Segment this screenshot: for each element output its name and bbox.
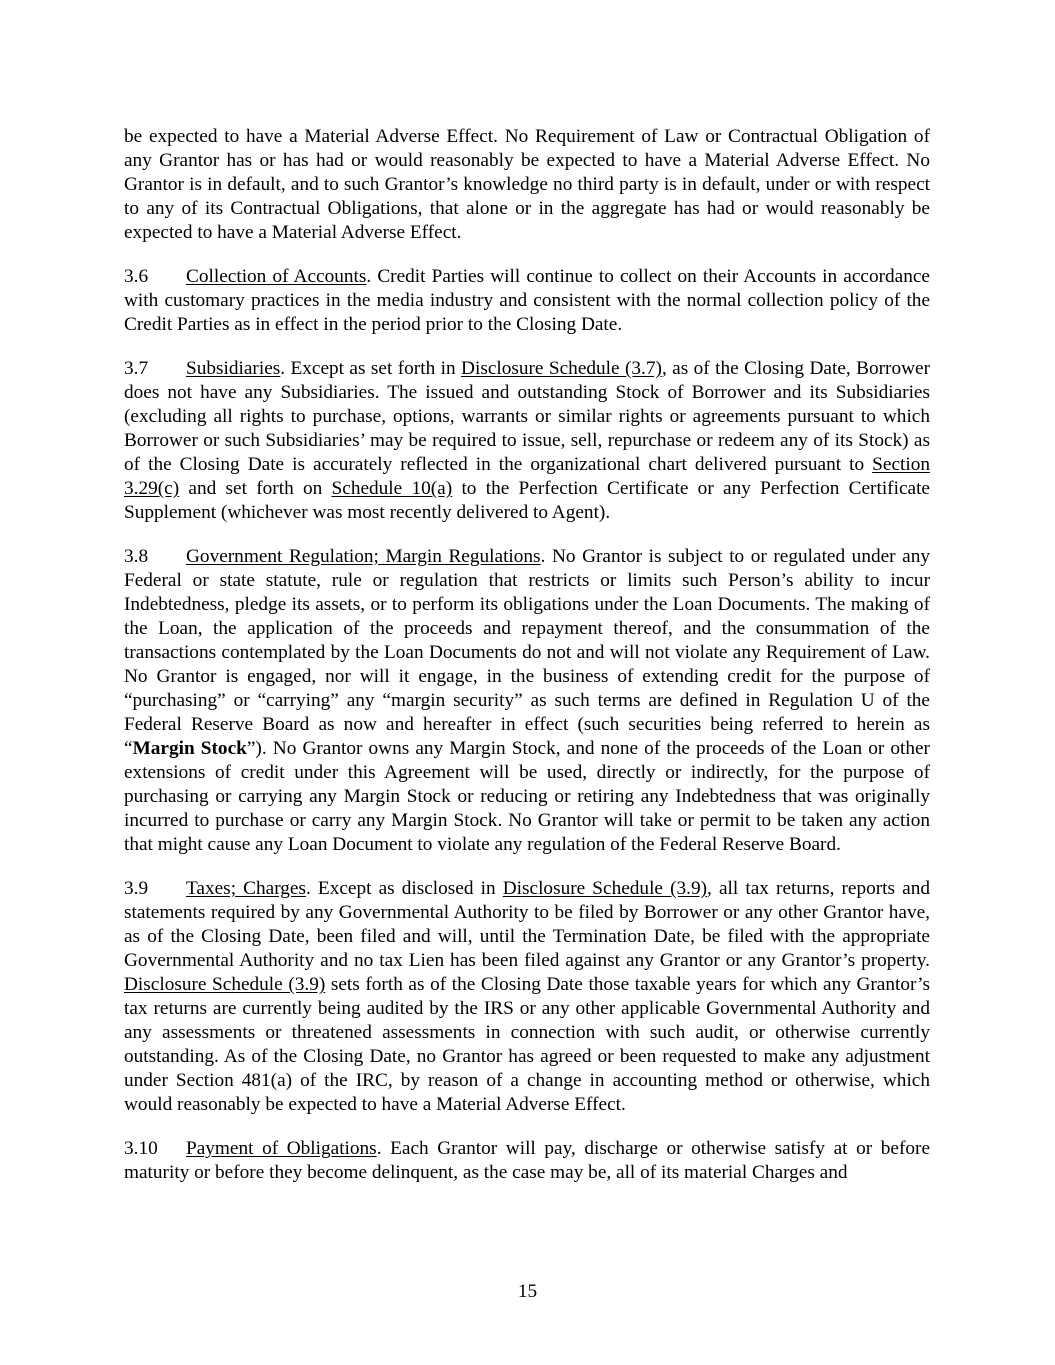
section-number: 3.9 bbox=[124, 878, 149, 899]
defined-term: Margin Stock bbox=[132, 738, 247, 759]
section-heading: Government Regulation; Margin Regulations bbox=[186, 546, 541, 567]
section-text: to the Perfection Certificate or any Perfection Certificate Supplement (whichever was most recently delivered to Agent). bbox=[124, 478, 930, 523]
section-text: , all tax returns, reports and statements required by any Governmental Authority to be filed by Borrower or any other Grantor have, as of the Closing Date, been filed and will, until the Termination Date, be filed with the appropriate Governmental Authority and no tax Lien has been filed against any Grantor or any Grantor’s property. bbox=[124, 878, 930, 971]
section-heading: Taxes; Charges bbox=[186, 878, 306, 899]
section-number: 3.8 bbox=[124, 546, 149, 567]
section-text: and set forth on bbox=[179, 478, 332, 499]
document-page bbox=[124, 125, 930, 1205]
section-text: . Except as set forth in bbox=[280, 358, 462, 379]
section-3-8 bbox=[124, 545, 930, 857]
cross-reference: Disclosure Schedule (3.9) bbox=[502, 878, 708, 899]
section-3-6 bbox=[124, 265, 930, 337]
cross-reference: Disclosure Schedule (3.7) bbox=[461, 358, 662, 379]
section-text: . No Grantor is subject to or regulated under any Federal or state statute, rule or regulation that restricts or limits such Person’s ability to incur Indebtedness, pledge its assets, or to perform its obligations under the Loan Documents. The making of the Loan, the application of the proceeds and repayment thereof, and the consummation of the transactions contemplated by the Loan Documents do not and will not violate any Requirement of Law. No Grantor is engaged, nor will it engage, in the business of extending credit for the purpose of “purchasing” or “carrying” any “margin security” as such terms are defined in Regulation U of the Federal Reserve Board as now and hereafter in effect (such securities being referred to herein as “ bbox=[124, 546, 930, 759]
section-text: . Each Grantor will pay, discharge or otherwise satisfy at or before maturity or before they become delinquent, as the case may be, all of its material Charges and bbox=[124, 1138, 930, 1183]
page-number: 15 bbox=[517, 1281, 538, 1302]
section-3-10 bbox=[124, 1137, 930, 1185]
section-number: 3.10 bbox=[124, 1138, 158, 1159]
section-text: . Credit Parties will continue to collect on their Accounts in accordance with customary practices in the media industry and consistent with the normal collection policy of the Credit Parties as in effect in the period prior to the Closing Date. bbox=[124, 266, 930, 335]
section-heading: Payment of Obligations bbox=[186, 1138, 377, 1159]
cross-reference: Schedule 10(a) bbox=[331, 478, 453, 499]
section-number: 3.6 bbox=[124, 266, 149, 287]
section-text: , as of the Closing Date, Borrower does not have any Subsidiaries. The issued and outstanding Stock of Borrower and its Subsidiaries (excluding all rights to purchase, options, warrants or similar rights or agreements pursuant to which Borrower or such Subsidiaries’ may be required to issue, sell, repurchase or redeem any of its Stock) as of the Closing Date is accurately reflected in the organizational chart delivered pursuant to bbox=[124, 358, 930, 475]
paragraph-text: be expected to have a Material Adverse Effect. No Requirement of Law or Contractual Obligation of any Grantor has or has had or would reasonably be expected to have a Material Adverse Effect. No Grantor is in default, and to such Grantor’s knowledge no third party is in default, under or with respect to any of its Contractual Obligations, that alone or in the aggregate has had or would reasonably be expected to have a Material Adverse Effect. bbox=[124, 126, 930, 243]
section-heading: Subsidiaries bbox=[186, 358, 281, 379]
cross-reference: Disclosure Schedule (3.9) bbox=[124, 974, 326, 995]
section-3-7 bbox=[124, 357, 930, 525]
section-text: . Except as disclosed in bbox=[306, 878, 503, 899]
section-3-9 bbox=[124, 877, 930, 1117]
section-heading: Collection of Accounts bbox=[186, 266, 367, 287]
section-number: 3.7 bbox=[124, 358, 149, 379]
paragraph-continuation bbox=[124, 125, 930, 245]
cross-reference: Section 3.29(c) bbox=[124, 454, 930, 499]
section-text: sets forth as of the Closing Date those taxable years for which any Grantor’s tax returns are currently being audited by the IRS or any other applicable Governmental Authority and any assessments or threatened assessments in connection with such audit, or otherwise currently outstanding. As of the Closing Date, no Grantor has agreed or been requested to make any adjustment under Section 481(a) of the IRC, by reason of a change in accounting method or otherwise, which would reasonably be expected to have a Material Adverse Effect. bbox=[124, 974, 930, 1115]
section-text: ”). No Grantor owns any Margin Stock, and none of the proceeds of the Loan or other extensions of credit under this Agreement will be used, directly or indirectly, for the purpose of purchasing or carrying any Margin Stock or reducing or retiring any Indebtedness that was originally incurred to purchase or carry any Margin Stock. No Grantor will take or permit to be taken any action that might cause any Loan Document to violate any regulation of the Federal Reserve Board. bbox=[124, 738, 930, 855]
